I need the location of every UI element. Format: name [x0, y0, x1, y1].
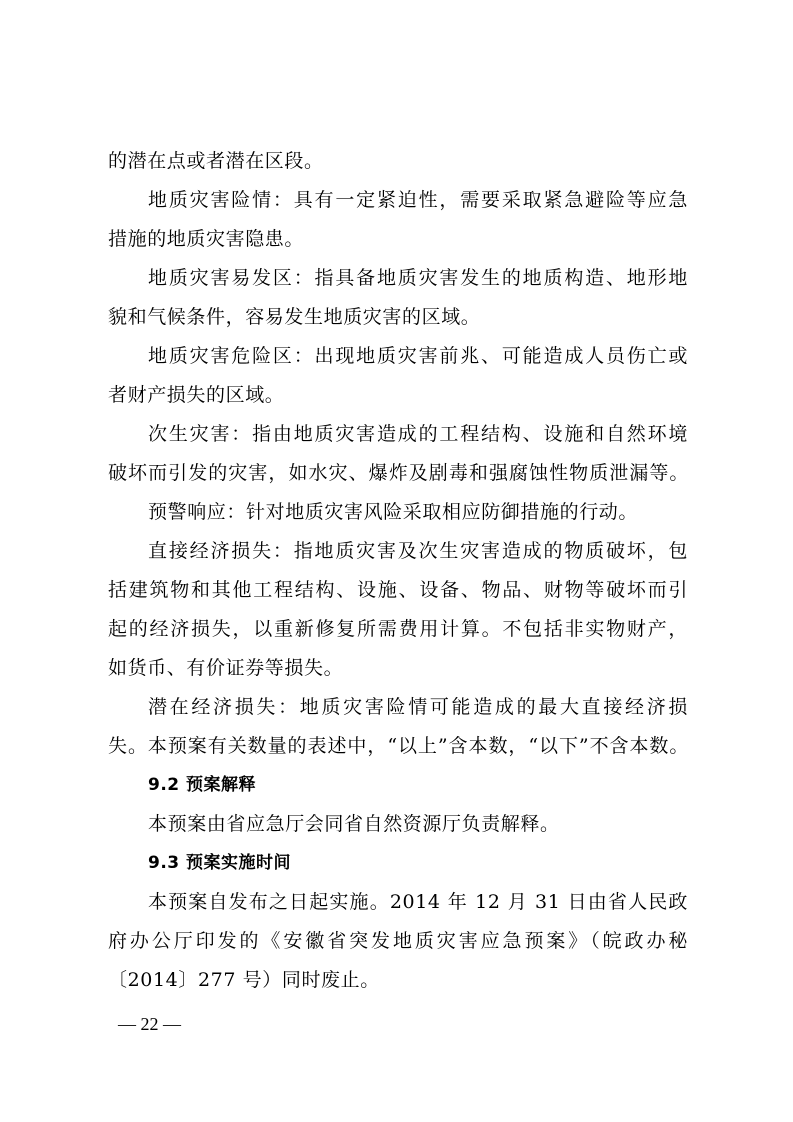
paragraph-line: 本预案自发布之日起实施。2014 年 12 月 31 日由省人民政: [148, 891, 688, 913]
section-heading-9-2: 9.2 预案解释: [148, 775, 257, 795]
paragraph-line: 本预案由省应急厅会同省自然资源厅负责解释。: [148, 813, 560, 835]
paragraph-line: 括建筑物和其他工程结构、设施、设备、物品、财物等破坏而引: [108, 579, 688, 601]
paragraph-line: 措施的地质灾害隐患。: [108, 228, 305, 250]
section-heading-9-3: 9.3 预案实施时间: [148, 853, 292, 873]
paragraph-line: 如货币、有价证券等损失。: [108, 657, 344, 679]
paragraph-line: 的潜在点或者潜在区段。: [108, 150, 324, 172]
paragraph-line: 直接经济损失：指地质灾害及次生灾害造成的物质破坏，包: [148, 540, 688, 562]
paragraph-line: 府办公厅印发的《安徽省突发地质灾害应急预案》（皖政办秘: [108, 930, 688, 952]
paragraph-line: 次生灾害：指由地质灾害造成的工程结构、设施和自然环境: [148, 423, 688, 445]
paragraph-line: 〔2014〕277 号）同时废止。: [108, 969, 380, 991]
paragraph-line: 失。本预案有关数量的表述中，“以上”含本数，“以下”不含本数。: [108, 735, 688, 757]
paragraph-line: 地质灾害险情：具有一定紧迫性，需要采取紧急避险等应急: [148, 189, 688, 211]
page-number: — 22 —: [118, 1014, 181, 1034]
paragraph-line: 地质灾害易发区：指具备地质灾害发生的地质构造、地形地: [148, 267, 688, 289]
document-body: [108, 142, 688, 1000]
paragraph-line: 地质灾害危险区：出现地质灾害前兆、可能造成人员伤亡或: [148, 345, 688, 367]
paragraph-line: 潜在经济损失：地质灾害险情可能造成的最大直接经济损: [148, 696, 688, 718]
paragraph-line: 起的经济损失，以重新修复所需费用计算。不包括非实物财产，: [108, 618, 688, 640]
paragraph-line: 破坏而引发的灾害，如水灾、爆炸及剧毒和强腐蚀性物质泄漏等。: [108, 462, 688, 484]
paragraph-line: 预警响应：针对地质灾害风险采取相应防御措施的行动。: [148, 501, 639, 523]
paragraph-line: 貌和气候条件，容易发生地质灾害的区域。: [108, 306, 481, 328]
paragraph-line: 者财产损失的区域。: [108, 384, 285, 406]
